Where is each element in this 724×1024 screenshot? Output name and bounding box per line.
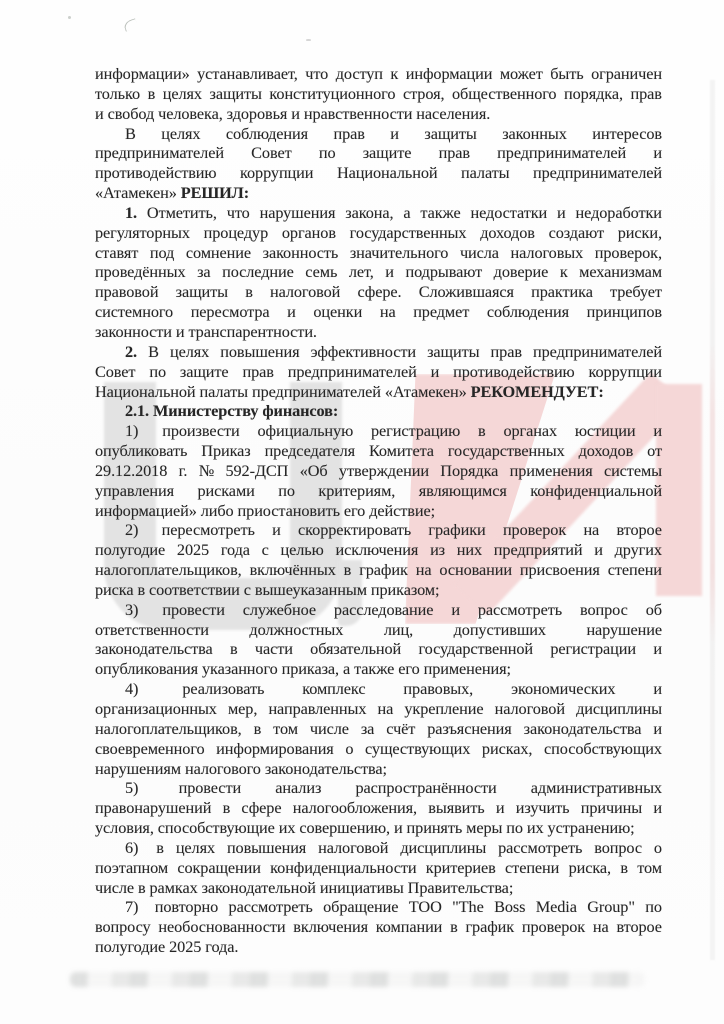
watermark-letter-i-right-stem [656,384,702,596]
text-line: 2) пересмотреть и скорректировать графики проверок на второе [125,520,662,540]
text-line: ответственности должностных лиц, допустивших нарушение [95,619,662,639]
text-line: «Атамекен» РЕШИЛ: [95,183,250,203]
text-block [95,64,662,957]
text-line: ставят под сомнение законность значительного числа налоговых проверок, [95,242,662,262]
text-line: 2. В целях повышения эффективности защиты прав предпринимателей [125,341,662,361]
item-number: 5) [125,778,139,798]
text-line: Национальной палаты предпринимателей «Атамекен» РЕКОМЕНДУЕТ: [95,381,604,401]
text-line: законности и транспарентности. [95,321,317,341]
item-number: 3) [125,599,139,619]
text-line: проведённых за последние семь лет, и подрывают доверие к механизмам [95,262,662,282]
item-number: 4) [125,679,139,699]
text-line: опубликовать Приказ председателя Комитета государственных доходов от [95,441,662,461]
text-line: риска в соответствии с вышеуказанным приказом; [95,579,440,599]
scan-artifact-band [70,972,645,987]
text-line: Совет по защите прав предпринимателей и противодействию коррупции [95,361,662,381]
text-line: правонарушений в сфере налогообложения, выявить и изучить причины и [95,798,662,818]
item-number: 6) [125,837,139,857]
item-number: 1) [125,421,139,441]
text-line: 6) в целях повышения налоговой дисциплины рассмотреть вопрос о [125,837,662,857]
text-line: налогоплательщиков, включённых в график на основании присвоения степени [95,560,662,580]
text-line: 7) повторно рассмотреть обращение ТОО "The Boss Media Group" по [125,897,662,917]
text-line: 4) реализовать комплекс правовых, экономических и [125,679,662,699]
text-line: управления рисками по критериям, являющимся конфиденциальной [95,480,662,500]
text-line: 3) провести служебное расследование и рассмотреть вопрос об [125,599,662,619]
text-line: 1. Отметить, что нарушения закона, а также недостатки и недоработки [125,202,662,222]
text-line: системного пересмотра и оценки на предмет соблюдения принципов [95,302,662,322]
item-number: 7) [125,897,139,917]
text-line: и свобод человека, здоровья и нравственности населения. [95,103,491,123]
text-line: числе в рамках законодательной инициативы Правительства; [95,877,514,897]
scan-speck [68,16,71,19]
text-line: предпринимателей Совет по защите прав предпринимателей и [95,143,662,163]
text-line: поэтапном сокращении конфиденциальности критериев степени риска, в том [95,857,662,877]
text-line: полугодие 2025 года. [95,937,239,957]
text-line: 2.1. Министерству финансов: [125,401,339,421]
text-line: только в целях защиты конституционного строя, общественного порядка, прав [95,83,662,103]
text-line: 5) провести анализ распространённости административных [125,778,662,798]
text-line: полугодие 2025 года с целью исключения из них предприятий и других [95,540,662,560]
text-line: В целях соблюдения прав и защиты законных интересов [125,123,662,143]
scan-speck [123,18,138,32]
text-line: 1) произвести официальную регистрацию в органах юстиции и [125,421,662,441]
text-line: регуляторных процедур органов государственных доходов создают риски, [95,222,662,242]
text-line: противодействию коррупции Национальной палаты предпринимателей [95,163,662,183]
page-edge-line [710,80,715,960]
text-line: информацией» либо приостановить его действие; [95,500,436,520]
text-line: условия, способствующие их совершению, и принять меры по их устранению; [95,818,635,838]
text-line: организационных мер, направленных на укрепление налоговой дисциплины [95,699,662,718]
text-line: налогоплательщиков, в том числе за счёт разъяснения законодательства и [95,718,662,738]
text-line: нарушениям налогового законодательства; [95,758,387,778]
text-line: опубликования указанного приказа, а также его применения; [95,659,511,679]
text-line: своевременного информирования о существующих рисках, способствующих [95,738,662,758]
item-number: 2) [125,520,139,540]
scan-speck [306,39,311,41]
text-line: законодательства в части обязательной государственной регистрации и [95,639,662,659]
text-line: правовой защиты в налоговой сфере. Сложившаяся практика требует [95,282,662,302]
text-line: 29.12.2018 г. № 592-ДСП «Об утверждении Порядка применения системы [95,460,662,480]
text-line: информации» устанавливает, что доступ к информации может быть ограничен [95,64,662,83]
text-line: вопросу необоснованности включения компании в график проверок на второе [95,917,662,937]
